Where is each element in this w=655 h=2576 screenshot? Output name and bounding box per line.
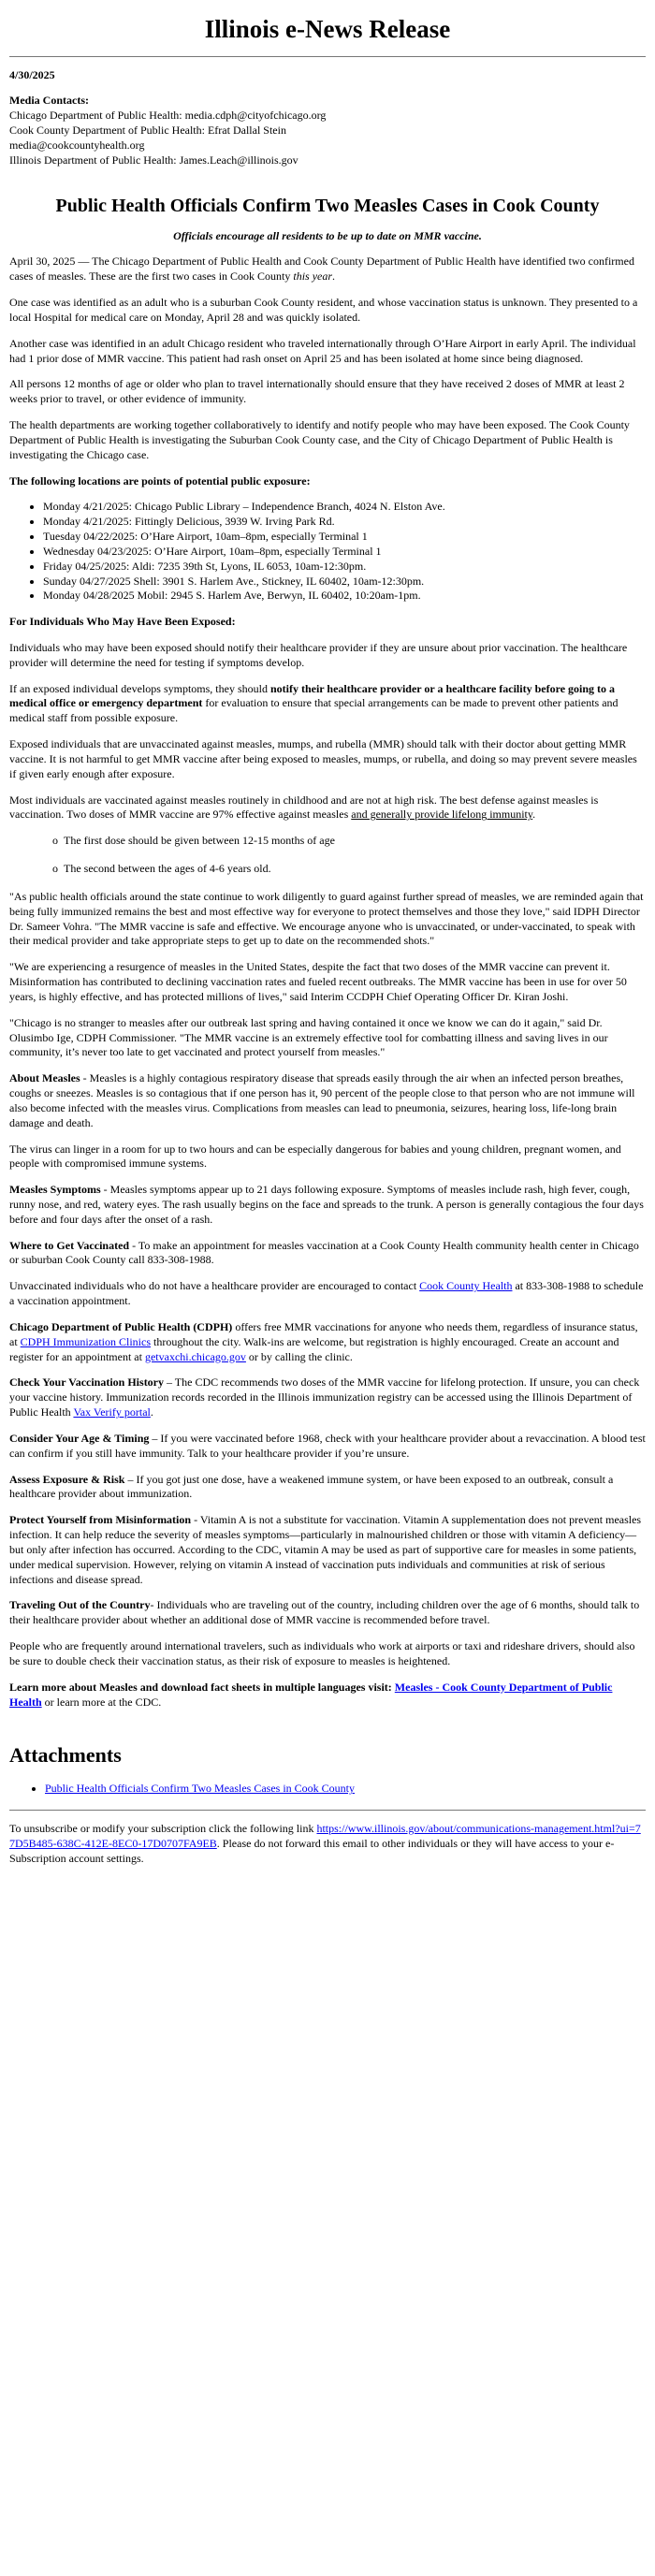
exposed-heading: For Individuals Who May Have Been Exposed:	[9, 615, 236, 629]
divider	[9, 1810, 646, 1811]
contact-line: Chicago Department of Public Health: media.cdph@cityofchicago.org	[9, 109, 327, 123]
section-title: Chicago Department of Public Health (CDPH)	[9, 1319, 233, 1333]
text: - Individuals who are traveling out of the country, including children over the age of 6 months, should talk to their healthcare provider about whether an additional dose of MMR vaccine is recommended before travel.	[9, 1598, 640, 1627]
media-contacts-label: Media Contacts:	[9, 94, 89, 108]
list-item: • Monday 04/28/2025 Mobil: 2945 S. Harlem Ave, Berwyn, IL 60402, 10:20am-1pm.	[43, 589, 646, 604]
cook-county-health-link[interactable]: Cook County Health	[419, 1279, 513, 1293]
text: offers free MMR vaccinations for anyone who needs them, regardless of insurance status, at	[9, 1319, 638, 1348]
quote: "We are experiencing a resurgence of measles in the United States, despite the fact that two doses of the MMR vaccine can prevent it. Misinformation has contributed to declining vaccination rates and fueled recent outbreaks. The MMR vaccine has been in use for over 50 years, is highly effective, and has protected millions of lives," said Interim CCDPH Chief Operating Officer Dr. Kiran Joshi.	[9, 960, 627, 1003]
text: - Vitamin A is not a substitute for vaccination. Vitamin A supplementation does not prevent measles infection. It can help reduce the severity of measles symptoms—particularly in malnourished children or those with vitamin A deficiency—but only after infection has occurred. According to the CDC, vitamin A may be used as part of supportive care for measles in some patients, under medical supervision. However, relying on vitamin A instead of vaccination puts individuals and communities at risk of serious infections and disease spread.	[9, 1513, 642, 1586]
text: .	[150, 1405, 153, 1419]
paragraph: All persons 12 months of age or older who plan to travel internationally should ensure that they have received 2 doses of MMR at least 2 weeks prior to travel, or other evidence of immunity.	[9, 377, 625, 406]
where-vaccinated	[9, 1239, 646, 1269]
cdph-paragraph	[9, 1320, 646, 1364]
footer	[9, 1822, 646, 1866]
paragraph: The health departments are working together collaboratively to identify and notify people who may have been exposed. The Cook County Department of Public Health is investigating the Suburban Cook County case, and the City of Chicago Department of Public Health is investigating the Chicago case.	[9, 418, 630, 461]
contact-line: Illinois Department of Public Health: James.Leach@illinois.gov	[9, 153, 298, 167]
headline: Public Health Officials Confirm Two Measles Cases in Cook County	[55, 195, 600, 216]
list-item: • Friday 04/25/2025: Aldi: 7235 39th St, Lyons, IL 6053, 10am-12:30pm.	[43, 560, 646, 575]
list-item: • Monday 4/21/2025: Fittingly Delicious, 3939 W. Irving Park Rd.	[43, 515, 646, 530]
section-title: Assess Exposure & Risk	[9, 1472, 125, 1486]
section-title: Consider Your Age & Timing	[9, 1431, 150, 1445]
misinformation	[9, 1513, 646, 1587]
text: If an exposed individual develops symptoms, they should	[9, 681, 270, 695]
text: – If you were vaccinated before 1968, check with your healthcare provider about a revaccination. A blood test can confirm if you still have immunity. Talk to your healthcare provider if you’re unsure.	[9, 1431, 646, 1460]
quote: "Chicago is no stranger to measles after our outbreak last spring and having contained it once we know we can do it again," said Dr. Olusimbo Ige, CDPH Commissioner. "The MMR vaccine is an extremely effective tool for combatting illness and saving lives in our community, it’s never too late to get vaccinated and protect yourself from measles."	[9, 1015, 608, 1059]
section-title: Measles Symptoms	[9, 1183, 101, 1197]
paragraph	[9, 1279, 646, 1309]
text: - To make an appointment for measles vaccination at a Cook County Health community health center in Chicago or suburban Cook County call 833-308-1988.	[9, 1238, 639, 1267]
paragraph: Individuals who may have been exposed should notify their healthcare provider if they are unsure about prior vaccination. The healthcare provider will determine the need for testing if symptoms develop.	[9, 640, 628, 669]
attachment-link[interactable]: Public Health Officials Confirm Two Measles Cases in Cook County	[45, 1782, 356, 1796]
text: Learn more about Measles and download fact sheets in multiple languages visit:	[9, 1680, 395, 1694]
list-item: • Wednesday 04/23/2025: O’Hare Airport, 10am–8pm, especially Terminal 1	[43, 545, 646, 560]
text: . Please do not forward this email to other individuals or they will have access to your e-Subscription account settings.	[9, 1837, 615, 1865]
text: .	[532, 808, 536, 822]
text: for evaluation to ensure that special arrangements can be made to prevent other patients and medical staff from possible exposure.	[9, 696, 619, 725]
text: throughout the city. Walk-ins are welcome, but registration is highly encouraged. Create an account and register for an appointment at	[9, 1334, 619, 1363]
dose-list	[9, 834, 646, 877]
list-item: • Monday 4/21/2025: Chicago Public Library – Independence Branch, 4024 N. Elston Ave.	[43, 500, 646, 515]
about-measles	[9, 1071, 646, 1130]
section-title: Where to Get Vaccinated	[9, 1238, 130, 1252]
learn-more	[9, 1681, 646, 1710]
text: at 833-308-1988 to schedule a vaccination appointment.	[9, 1279, 644, 1308]
vax-verify-link[interactable]: Vax Verify portal	[73, 1405, 151, 1419]
quote: "As public health officials around the state continue to work diligently to guard against further spread of measles, we are reminded again that being fully immunized remains the best and most effective way for everyone to protect themselves and those they love," said IDPH Director Dr. Sameer Vohra. "The MMR vaccine is safe and effective. We encourage anyone who is unvaccinated, or under-vaccinated, to speak with their medical provider and take appropriate steps to get up to date on the recommended shots."	[9, 889, 644, 948]
list-item: • Sunday 04/27/2025 Shell: 3901 S. Harlem Ave., Stickney, IL 60402, 10am-12:30pm.	[43, 575, 646, 589]
paragraph: Exposed individuals that are unvaccinated against measles, mumps, and rubella (MMR) should talk with their doctor about getting MMR vaccine. It is not harmful to get MMR vaccine after being exposed to measles, mumps, or rubella, and doing so may prevent severe measles if given early enough after exposure.	[9, 737, 637, 780]
text: Unvaccinated individuals who do not have a healthcare provider are encouraged to contact	[9, 1279, 420, 1293]
contact-line: media@cookcountyhealth.org	[9, 138, 145, 152]
unsubscribe-link[interactable]: https://www.illinois.gov/about/communications-management.html?ui=77D5B485-638C-412E-8EC0-17D0707FA9EB	[9, 1822, 641, 1851]
text: – If you got just one dose, have a weakened immune system, or have been exposed to an outbreak, consult a healthcare provider about immunization.	[9, 1472, 614, 1501]
text: – The CDC recommends two doses of the MMR vaccine for lifelong protection. If unsure, you can check your vaccine history. Immunization records recorded in the Illinois immunization registry can be accessed using the Illinois Department of Public Health	[9, 1375, 640, 1419]
media-contacts	[9, 94, 646, 167]
bold-text: notify their healthcare provider or a healthcare facility before going to a medical office or emergency department	[9, 681, 616, 710]
travel	[9, 1598, 646, 1628]
measles-symptoms	[9, 1183, 646, 1227]
unsubscribe-text	[9, 1822, 646, 1866]
attachments-list	[9, 1782, 646, 1797]
intro-end: .	[332, 269, 336, 284]
release-date: 4/30/2025	[9, 67, 55, 81]
text: Most individuals are vaccinated against measles routinely in childhood and are not at high risk. The best defense against measles is vaccination. Two doses of MMR vaccine are 97% effective against measles	[9, 793, 599, 822]
section-title: Traveling Out of the Country	[9, 1598, 151, 1612]
section-title: Check Your Vaccination History	[9, 1375, 165, 1390]
paragraph: Another case was identified in an adult Chicago resident who traveled internationally through O’Hare Airport in early April. The individual had 1 prior dose of MMR vaccine. This patient had rash onset on April 25 and has been isolated at home since being diagnosed.	[9, 336, 636, 365]
list-item	[52, 834, 646, 849]
section-title: About Measles	[9, 1071, 80, 1085]
list-item	[52, 862, 646, 877]
text: - Measles is a highly contagious respiratory disease that spreads easily through the air when an infected person breathes, coughs or sneezes. Measles is so contagious that if one person has it, 90 percent of the people close to that person who are not immune will also become infected with the measles virus. Complications from measles can lead to pneumonia, seizures, hearing loss, life-long brain damage and death.	[9, 1071, 635, 1129]
exposure-heading: The following locations are points of potential public exposure:	[9, 473, 311, 488]
subhead: Officials encourage all residents to be up to date on MMR vaccine.	[173, 228, 482, 242]
measles-ccdph-link[interactable]: Measles - Cook County Department of Public Health	[9, 1680, 613, 1709]
exposure-risk	[9, 1473, 646, 1503]
intro-paragraph	[9, 255, 646, 284]
masthead-title: Illinois e-News Release	[204, 15, 451, 43]
section-title: Protect Yourself from Misinformation	[9, 1513, 192, 1527]
list-item: • Tuesday 04/22/2025: O’Hare Airport, 10am–8pm, especially Terminal 1	[43, 530, 646, 545]
contact-line: Cook County Department of Public Health: Efrat Dallal Stein	[9, 124, 286, 138]
bullet-icon: o	[52, 834, 58, 848]
bullet-icon: o	[52, 862, 58, 876]
paragraph: One case was identified as an adult who is a suburban Cook County resident, and whose vaccination status is unknown. They presented to a local Hospital for medical care on Monday, April 28 and was quickly isolated.	[9, 296, 638, 324]
underlined-text: and generally provide lifelong immunity	[351, 808, 533, 822]
text: or learn more at the CDC.	[41, 1695, 162, 1709]
list-item	[45, 1782, 646, 1797]
divider	[9, 56, 646, 57]
list-item-text: The second between the ages of 4-6 years old.	[64, 862, 271, 876]
list-item-text: The first dose should be given between 12-15 months of age	[64, 834, 335, 848]
getvaxchi-link[interactable]: getvaxchi.chicago.gov	[144, 1349, 246, 1363]
age-timing	[9, 1432, 646, 1462]
paragraph	[9, 682, 646, 726]
paragraph	[9, 793, 646, 823]
text: or by calling the clinic.	[245, 1349, 353, 1363]
attachments-title: Attachments	[9, 1743, 122, 1768]
paragraph: The virus can linger in a room for up to two hours and can be especially dangerous for babies and young children, pregnant women, and people with compromised immune systems.	[9, 1142, 621, 1171]
intro-emphasis: this year	[293, 269, 333, 284]
text: To unsubscribe or modify your subscription click the following link	[9, 1822, 317, 1836]
intro-text: April 30, 2025 — The Chicago Department of Public Health and Cook County Department of Public Health have identified two confirmed cases of measles. These are the first two cases in Cook County	[9, 255, 634, 284]
exposure-list	[9, 500, 646, 604]
cdph-clinics-link[interactable]: CDPH Immunization Clinics	[20, 1334, 152, 1348]
text: - Measles symptoms appear up to 21 days following exposure. Symptoms of measles include rash, high fever, cough, runny nose, and red, watery eyes. The rash usually begins on the face and spreads to the trunk. A person is generally contagious the four days before and four days after the onset of a rash.	[9, 1183, 644, 1226]
vaccination-history	[9, 1375, 646, 1419]
paragraph: People who are frequently around international travelers, such as individuals who work at airports or taxi and rideshare drivers, should also be sure to double check their vaccination status, as their risk of exposure to measles is heightened.	[9, 1639, 635, 1667]
